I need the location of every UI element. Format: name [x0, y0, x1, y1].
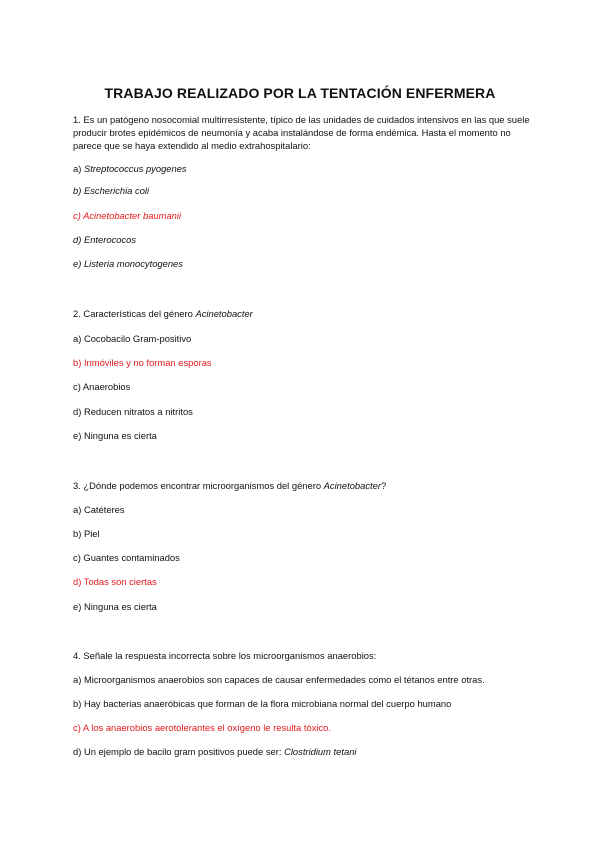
question-1-option-b: b) Escherichia coli: [73, 185, 150, 196]
question-2-option-d: d) Reducen nitratos a nitritos: [73, 406, 193, 417]
question-2-option-e: e) Ninguna es cierta: [73, 430, 157, 441]
question-1-option-c-correct: c) Acinetobacter baumanii: [73, 210, 182, 221]
question-3-option-a: a) Catéteres: [73, 504, 125, 515]
question-1-stem: 1. Es un patógeno nosocomial multirresistente, típico de las unidades de cuidados intensivos en las que suele producir brotes epidémicos de neumonía y acaba instalándose de forma endémica. Hasta el momento no parece que se haya extendido al medio extrahospitalario:: [73, 114, 530, 151]
question-4-stem: 4. Señale la respuesta incorrecta sobre los microorganismos anaerobios:: [73, 650, 377, 661]
question-3-option-c: c) Guantes contaminados: [73, 552, 180, 563]
question-4-option-b: b) Hay bacterias anaeróbicas que forman de la flora microbiana normal del cuerpo humano: [73, 698, 452, 709]
question-4-option-d: d) Un ejemplo de bacilo gram positivos puede ser: Clostridium tetani: [73, 746, 357, 757]
question-4-option-a: a) Microorganismos anaerobios son capaces de causar enfermedades como el tétanos entre otras.: [73, 674, 485, 685]
document-title: TRABAJO REALIZADO POR LA TENTACIÓN ENFERMERA: [104, 85, 496, 101]
question-1-option-e: e) Listeria monocytogenes: [73, 258, 183, 269]
question-2-option-c: c) Anaerobios: [73, 381, 131, 392]
question-3-option-e: e) Ninguna es cierta: [73, 601, 157, 612]
question-4-option-c-correct: c) A los anaerobios aerotolerantes el oxígeno le resulta tóxico.: [73, 722, 331, 733]
question-3-stem: 3. ¿Dónde podemos encontrar microorganismos del género Acinetobacter?: [73, 480, 387, 491]
question-2-option-a: a) Cocobacilo Gram-positivo: [73, 333, 192, 344]
question-1-option-a: a) Streptococcus pyogenes: [73, 163, 187, 174]
question-2-stem: 2. Características del género Acinetobacter: [73, 308, 253, 319]
question-3-option-b: b) Piel: [73, 528, 100, 539]
question-3-option-d-correct: d) Todas son ciertas: [73, 576, 157, 587]
question-1-option-d: d) Enterococos: [73, 234, 137, 245]
question-2-option-b-correct: b) Inmóviles y no forman esporas: [73, 357, 212, 368]
